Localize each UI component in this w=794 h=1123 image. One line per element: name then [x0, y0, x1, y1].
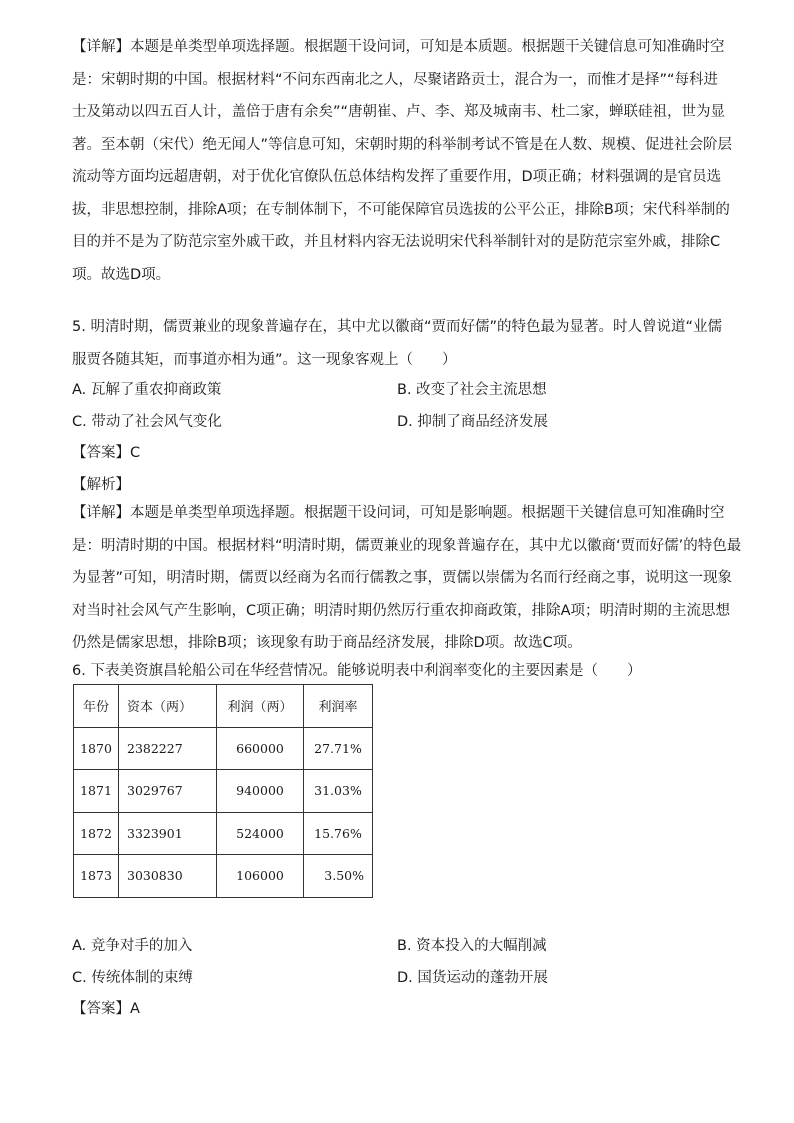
table-cell: 3.50%: [304, 855, 373, 898]
table-row: [74, 812, 373, 855]
table-cell: 1870: [74, 727, 119, 770]
table-cell: 1871: [74, 770, 119, 813]
data-table: [73, 684, 373, 898]
option-b: B. 改变了社会主流思想: [397, 382, 547, 398]
option-a: A. 瓦解了重农抑商政策: [72, 382, 222, 398]
table-cell: 31.03%: [304, 770, 373, 813]
text-line: 5. 明清时期，儒贾兼业的现象普遍存在，其中尤以徽商“贾而好儒”的特色最为显著。时人曾说道“业儒: [72, 319, 722, 335]
text-line: 【详解】本题是单类型单项选择题。根据题干设问词，可知是影响题。根据题干关键信息可知准确时空: [72, 505, 725, 521]
option-a: A. 竞争对手的加入: [72, 938, 193, 954]
text-line: 流动等方面均远超唐朝，对于优化官僚队伍总体结构发挥了重要作用，D项正确；材料强调的是官员选: [72, 169, 722, 185]
text-line: 对当时社会风气产生影响，C项正确；明清时期仍然厉行重农抑商政策，排除A项；明清时期的主流思想: [72, 602, 731, 619]
table-cell: 940000: [217, 770, 304, 813]
table-row: [74, 727, 373, 770]
text-line: 目的并不是为了防范宗室外戚干政，并且材料内容无法说明宋代科举制针对的是防范宗室外戚，排除C: [72, 234, 721, 250]
option-b: B. 资本投入的大幅削减: [397, 938, 547, 954]
option-d: D. 国货运动的蓬勃开展: [397, 970, 548, 986]
table-cell: 524000: [217, 812, 304, 855]
text-line: 是：宋朝时期的中国。根据材料“不问东西南北之人，尽聚诸路贡士，混合为一，而惟才是择”“每科进: [72, 71, 719, 88]
table-cell: 3029767: [119, 770, 217, 813]
text-line: 著。至本朝（宋代）绝无闻人”等信息可知，宋朝时期的科举制考试不管是在人数、规模、促进社会阶层: [72, 136, 733, 153]
table-cell: 15.76%: [304, 812, 373, 855]
text-line: 拔，非思想控制，排除A项；在专制体制下，不可能保障官员选拔的公平公正，排除B项；宋代科举制的: [72, 201, 730, 218]
text-line: 服贾各随其矩，而事道亦相为通”。这一现象客观上（ ）: [72, 351, 457, 368]
table-cell: 3030830: [119, 855, 217, 898]
text-line: 仍然是儒家思想，排除B项；该现象有助于商品经济发展，排除D项。故选C项。: [72, 635, 582, 651]
table-cell: 3323901: [119, 812, 217, 855]
question-5-stem: [72, 311, 724, 376]
option-d: D. 抑制了商品经济发展: [397, 414, 548, 430]
question-6-stem: 6. 下表美资旗昌轮船公司在华经营情况。能够说明表中利润率变化的主要因素是（ ）: [72, 663, 642, 679]
column-header: 年份: [74, 685, 119, 728]
text-line: 项。故选D项。: [72, 266, 171, 283]
table-cell: 660000: [217, 727, 304, 770]
table-cell: 1873: [74, 855, 119, 898]
table-cell: 1872: [74, 812, 119, 855]
table-cell: 106000: [217, 855, 304, 898]
option-c: C. 带动了社会风气变化: [72, 414, 222, 430]
answer-label: 【答案】A: [72, 1001, 140, 1017]
text-line: 为显著”可知，明清时期，儒贾以经商为名而行儒教之事，贾儒以崇儒为名而行经商之事，说明这一现象: [72, 570, 733, 586]
analysis-label: 【解析】: [72, 477, 130, 493]
table-header-row: [74, 685, 373, 728]
table-cell: 2382227: [119, 727, 217, 770]
table-row: [74, 770, 373, 813]
prev-explanation: [72, 31, 733, 291]
text-line: 【详解】本题是单类型单项选择题。根据题干设问词，可知是本质题。根据题干关键信息可知准确时空: [72, 39, 725, 55]
text-line: 是：明清时期的中国。根据材料“明清时期，儒贾兼业的现象普遍存在，其中尤以徽商‘贾而好儒’的特色最: [72, 537, 742, 554]
table-cell: 27.71%: [304, 727, 373, 770]
text-line: 士及第动以四五百人计，盖倍于唐有余矣”“唐朝崔、卢、李、郑及城南韦、杜二家，蝉联硅祖，世为显: [72, 104, 726, 120]
column-header: 利润（两）: [217, 685, 304, 728]
option-c: C. 传统体制的束缚: [72, 970, 193, 986]
column-header: 利润率: [304, 685, 373, 728]
column-header: 资本（两）: [119, 685, 217, 728]
table-row: [74, 855, 373, 898]
answer-label: 【答案】C: [72, 445, 141, 461]
question-5-detail: [72, 497, 742, 660]
